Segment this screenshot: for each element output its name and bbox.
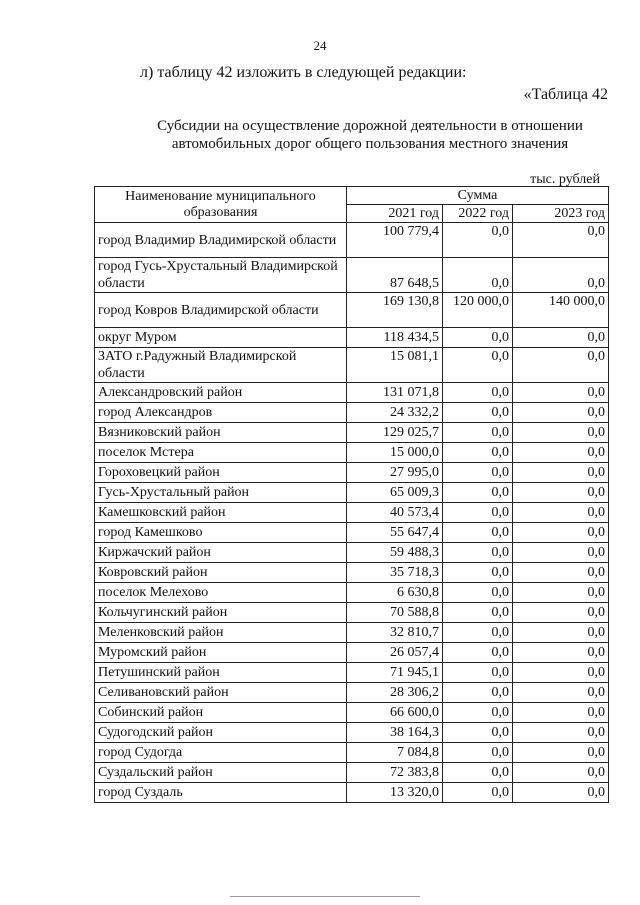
value-2021: 71 945,1 [347, 663, 443, 683]
value-2022: 0,0 [443, 603, 513, 623]
value-2022: 0,0 [443, 583, 513, 603]
table-label: «Таблица 42 [523, 86, 608, 103]
value-2021: 35 718,3 [347, 563, 443, 583]
value-2023: 0,0 [513, 348, 609, 383]
value-2021: 32 810,7 [347, 623, 443, 643]
table-row [95, 258, 609, 293]
value-2023: 0,0 [513, 543, 609, 563]
table-row [95, 348, 609, 383]
value-2023: 0,0 [513, 703, 609, 723]
value-2023: 0,0 [513, 503, 609, 523]
value-2022: 0,0 [443, 723, 513, 743]
table-row [95, 523, 609, 543]
municipality-name: Селивановский район [95, 683, 347, 703]
table-row [95, 583, 609, 603]
table-row [95, 403, 609, 423]
value-2023: 0,0 [513, 583, 609, 603]
table-row [95, 423, 609, 443]
value-2023: 0,0 [513, 783, 609, 803]
value-2022: 0,0 [443, 743, 513, 763]
municipality-name: Кольчугинский район [95, 603, 347, 623]
value-2023: 0,0 [513, 523, 609, 543]
table-row [95, 383, 609, 403]
municipality-name: город Суздаль [95, 783, 347, 803]
value-2021: 72 383,8 [347, 763, 443, 783]
municipality-name: Киржачский район [95, 543, 347, 563]
value-2021: 118 434,5 [347, 328, 443, 348]
table-row [95, 643, 609, 663]
table-row [95, 483, 609, 503]
municipality-name: округ Муром [95, 328, 347, 348]
value-2021: 169 130,8 [347, 293, 443, 328]
intro-text: л) таблицу 42 изложить в следующей редакции: [140, 64, 467, 81]
municipality-name: Камешковский район [95, 503, 347, 523]
municipality-name: город Судогда [95, 743, 347, 763]
value-2021: 15 000,0 [347, 443, 443, 463]
value-2022: 0,0 [443, 483, 513, 503]
value-2022: 0,0 [443, 643, 513, 663]
value-2023: 0,0 [513, 763, 609, 783]
subsidy-table [94, 186, 609, 803]
value-2023: 140 000,0 [513, 293, 609, 328]
units-label: тыс. рублей [530, 172, 600, 187]
value-2023: 0,0 [513, 328, 609, 348]
value-2022: 0,0 [443, 543, 513, 563]
value-2021: 15 081,1 [347, 348, 443, 383]
value-2023: 0,0 [513, 423, 609, 443]
header-2021: 2021 год [347, 205, 443, 223]
value-2022: 0,0 [443, 683, 513, 703]
municipality-name: город Камешково [95, 523, 347, 543]
municipality-name: ЗАТО г.Радужный Владимирской области [95, 348, 347, 383]
municipality-name: Меленковский район [95, 623, 347, 643]
value-2022: 0,0 [443, 463, 513, 483]
table-row [95, 683, 609, 703]
value-2023: 0,0 [513, 663, 609, 683]
value-2022: 0,0 [443, 663, 513, 683]
value-2022: 0,0 [443, 423, 513, 443]
table-row [95, 463, 609, 483]
municipality-name: Ковровский район [95, 563, 347, 583]
table-row [95, 623, 609, 643]
municipality-name: город Ковров Владимирской области [95, 293, 347, 328]
municipality-name: Суздальский район [95, 763, 347, 783]
municipality-name: Муромский район [95, 643, 347, 663]
value-2023: 0,0 [513, 683, 609, 703]
municipality-name: Вязниковский район [95, 423, 347, 443]
value-2022: 0,0 [443, 523, 513, 543]
value-2021: 131 071,8 [347, 383, 443, 403]
table-row [95, 443, 609, 463]
municipality-name: Собинский район [95, 703, 347, 723]
value-2023: 0,0 [513, 603, 609, 623]
value-2023: 0,0 [513, 223, 609, 258]
value-2021: 7 084,8 [347, 743, 443, 763]
value-2021: 24 332,2 [347, 403, 443, 423]
value-2021: 65 009,3 [347, 483, 443, 503]
municipality-name: город Александров [95, 403, 347, 423]
table-row [95, 783, 609, 803]
value-2021: 27 995,0 [347, 463, 443, 483]
value-2022: 0,0 [443, 623, 513, 643]
value-2022: 0,0 [443, 443, 513, 463]
municipality-name: Судогодский район [95, 723, 347, 743]
value-2021: 59 488,3 [347, 543, 443, 563]
value-2023: 0,0 [513, 743, 609, 763]
page-bottom-rule [230, 896, 420, 897]
table-row [95, 328, 609, 348]
municipality-name: город Владимир Владимирской области [95, 223, 347, 258]
value-2023: 0,0 [513, 563, 609, 583]
table-row [95, 293, 609, 328]
header-2023: 2023 год [513, 205, 609, 223]
value-2022: 0,0 [443, 763, 513, 783]
table-row [95, 663, 609, 683]
table-row [95, 543, 609, 563]
value-2021: 70 588,8 [347, 603, 443, 623]
value-2023: 0,0 [513, 623, 609, 643]
table-row [95, 223, 609, 258]
value-2022: 0,0 [443, 403, 513, 423]
value-2021: 55 647,4 [347, 523, 443, 543]
value-2021: 28 306,2 [347, 683, 443, 703]
value-2023: 0,0 [513, 643, 609, 663]
value-2022: 0,0 [443, 328, 513, 348]
value-2023: 0,0 [513, 383, 609, 403]
municipality-name: поселок Мелехово [95, 583, 347, 603]
municipality-name: город Гусь-Хрустальный Владимирской области [95, 258, 347, 293]
municipality-name: Гороховецкий район [95, 463, 347, 483]
value-2022: 0,0 [443, 703, 513, 723]
page-number: 24 [313, 38, 327, 53]
municipality-name: Петушинский район [95, 663, 347, 683]
value-2021: 26 057,4 [347, 643, 443, 663]
value-2022: 0,0 [443, 348, 513, 383]
value-2023: 0,0 [513, 463, 609, 483]
value-2023: 0,0 [513, 483, 609, 503]
header-sum: Сумма [347, 187, 609, 205]
value-2022: 0,0 [443, 783, 513, 803]
value-2021: 87 648,5 [347, 258, 443, 293]
value-2021: 40 573,4 [347, 503, 443, 523]
title-line-1: Субсидии на осуществление дорожной деятельности в отношении [157, 118, 583, 134]
title-line-2: автомобильных дорог общего пользования местного значения [171, 136, 569, 152]
value-2022: 0,0 [443, 563, 513, 583]
document-title [80, 117, 640, 153]
table-row [95, 743, 609, 763]
table-row [95, 723, 609, 743]
table-row [95, 563, 609, 583]
value-2023: 0,0 [513, 258, 609, 293]
municipality-name: поселок Мстера [95, 443, 347, 463]
value-2022: 0,0 [443, 258, 513, 293]
header-name: Наименование муниципального образования [95, 187, 347, 223]
municipality-name: Александровский район [95, 383, 347, 403]
value-2022: 0,0 [443, 383, 513, 403]
value-2023: 0,0 [513, 443, 609, 463]
value-2021: 13 320,0 [347, 783, 443, 803]
value-2021: 38 164,3 [347, 723, 443, 743]
value-2021: 129 025,7 [347, 423, 443, 443]
value-2022: 0,0 [443, 223, 513, 258]
value-2023: 0,0 [513, 403, 609, 423]
table-row [95, 763, 609, 783]
table-row [95, 603, 609, 623]
value-2021: 6 630,8 [347, 583, 443, 603]
header-2022: 2022 год [443, 205, 513, 223]
value-2022: 120 000,0 [443, 293, 513, 328]
value-2021: 100 779,4 [347, 223, 443, 258]
value-2021: 66 600,0 [347, 703, 443, 723]
value-2023: 0,0 [513, 723, 609, 743]
table-row [95, 703, 609, 723]
value-2022: 0,0 [443, 503, 513, 523]
table-row [95, 503, 609, 523]
municipality-name: Гусь-Хрустальный район [95, 483, 347, 503]
